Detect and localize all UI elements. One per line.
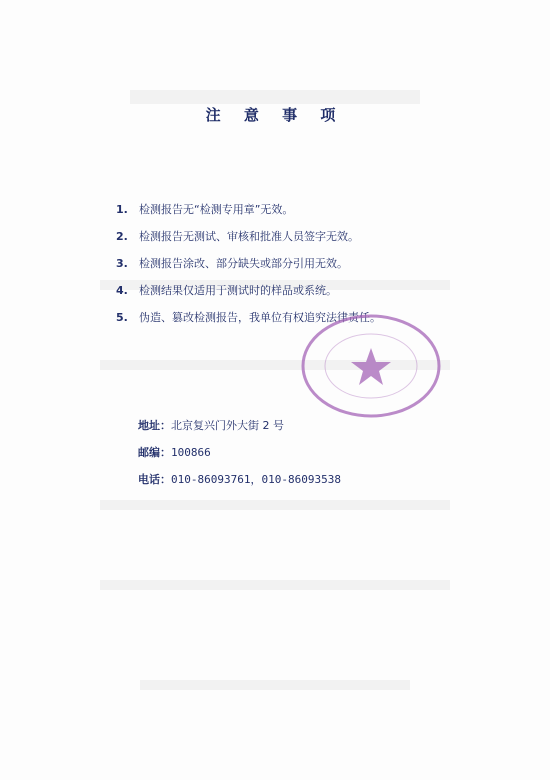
postcode-value: 100866 bbox=[171, 446, 211, 459]
item-number: 5. bbox=[116, 311, 128, 324]
address-value: 北京复兴门外大街 2 号 bbox=[171, 419, 284, 432]
item-text: 检测结果仅适用于测试时的样品或系统。 bbox=[139, 284, 337, 297]
item-number: 1. bbox=[116, 203, 128, 216]
item-text: 检测报告无测试、审核和批准人员签字无效。 bbox=[139, 230, 359, 243]
page-title: 注 意 事 项 bbox=[205, 106, 345, 124]
list-item bbox=[116, 201, 381, 228]
list-item bbox=[116, 255, 381, 282]
contact-block bbox=[138, 417, 341, 498]
postcode-label: 邮编： bbox=[138, 446, 171, 459]
address-label: 地址： bbox=[138, 419, 171, 432]
item-text: 检测报告无“检测专用章”无效。 bbox=[139, 203, 294, 216]
postcode-row bbox=[138, 444, 341, 471]
phone-value: 010-86093761，010-86093538 bbox=[171, 473, 341, 486]
item-number: 4. bbox=[116, 284, 128, 297]
phone-label: 电话： bbox=[138, 473, 171, 486]
address-row bbox=[138, 417, 341, 444]
item-number: 2. bbox=[116, 230, 128, 243]
official-seal-stamp bbox=[296, 310, 446, 422]
item-number: 3. bbox=[116, 257, 128, 270]
list-item bbox=[116, 282, 381, 309]
phone-row bbox=[138, 471, 341, 498]
item-text: 检测报告涂改、部分缺失或部分引用无效。 bbox=[139, 257, 348, 270]
item-text: 伪造、篡改检测报告，我单位有权追究法律责任。 bbox=[139, 311, 381, 324]
list-item bbox=[116, 228, 381, 255]
